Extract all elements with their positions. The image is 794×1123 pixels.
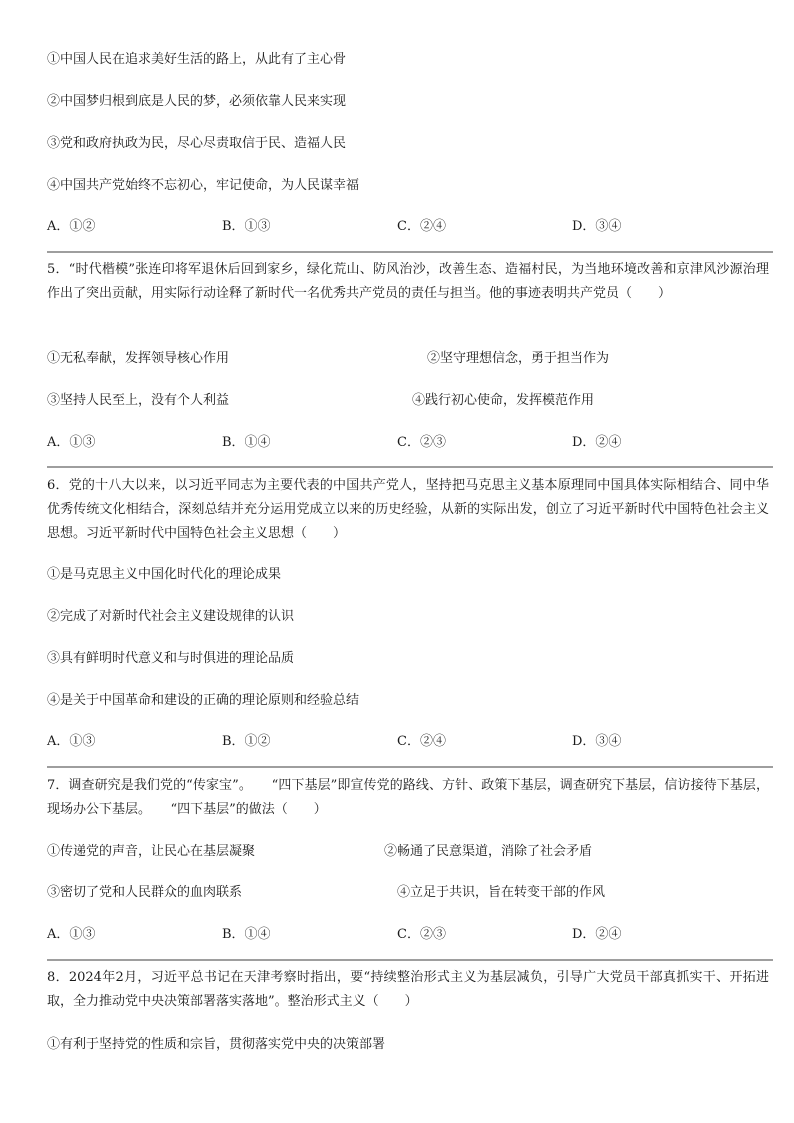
q7-statement-4: ④立足于共识，旨在转变干部的作风 bbox=[397, 885, 606, 900]
q4-option-b[interactable]: B．①③ bbox=[222, 219, 271, 234]
q4-statement-3: ③党和政府执政为民，尽心尽责取信于民、造福人民 bbox=[47, 136, 347, 151]
q6-statement-4: ④是关于中国革命和建设的正确的理论原则和经验总结 bbox=[47, 693, 360, 708]
q7-option-b[interactable]: B．①④ bbox=[222, 927, 271, 942]
q5-statement-4: ④践行初心使命，发挥模范作用 bbox=[412, 393, 595, 408]
q5-option-b[interactable]: B．①④ bbox=[222, 435, 271, 450]
q5-option-c[interactable]: C．②③ bbox=[397, 435, 446, 450]
question-divider bbox=[47, 466, 773, 468]
q7-statement-3: ③密切了党和人民群众的血肉联系 bbox=[47, 885, 243, 900]
q6-statement-2: ②完成了对新时代社会主义建设规律的认识 bbox=[47, 609, 295, 624]
q7-statement-1: ①传递党的声音，让民心在基层凝聚 bbox=[47, 844, 256, 859]
q4-option-a[interactable]: A．①② bbox=[47, 219, 96, 234]
q5-option-a[interactable]: A．①③ bbox=[47, 435, 96, 450]
q7-option-d[interactable]: D．②④ bbox=[572, 927, 622, 942]
q6-stem: 6．党的十八大以来，以习近平同志为主要代表的中国共产党人，坚持把马克思主义基本原理同中国具体实际相结合、同中华优秀传统文化相结合，深刻总结并充分运用党成立以来的历史经验，从新的实际出发，创立了习近平新时代中国特色社会主义思想。习近平新时代中国特色社会主义思想（ ） bbox=[47, 478, 769, 541]
q7-option-a[interactable]: A．①③ bbox=[47, 927, 96, 942]
q4-option-d[interactable]: D．③④ bbox=[572, 219, 622, 234]
q4-statement-2: ②中国梦归根到底是人民的梦，必须依靠人民来实现 bbox=[47, 94, 347, 109]
q7-stem: 7．调查研究是我们党的“传家宝”。 “四下基层”即宣传党的路线、方针、政策下基层，调查研究下基层，信访接待下基层，现场办公下基层。 “四下基层”的做法（ ） bbox=[47, 778, 769, 817]
q8-stem: 8．2024年2月，习近平总书记在天津考察时指出，要“持续整治形式主义为基层减负，引导广大党员干部真抓实干、开拓进取，全力推动党中央决策部署落实落地”。整治形式主义（ ） bbox=[47, 970, 769, 1009]
q6-option-d[interactable]: D．③④ bbox=[572, 734, 622, 749]
q5-stem: 5．“时代楷模”张连印将军退休后回到家乡，绿化荒山、防风治沙，改善生态、造福村民，为当地环境改善和京津风沙源治理作出了突出贡献，用实际行动诠释了新时代一名优秀共产党员的责任与担当。他的事迹表明共产党员（ ） bbox=[47, 262, 769, 301]
q7-statement-2: ②畅通了民意渠道，消除了社会矛盾 bbox=[384, 844, 593, 859]
q5-statement-2: ②坚守理想信念，勇于担当作为 bbox=[427, 351, 610, 366]
q8-statement-1: ①有利于坚持党的性质和宗旨，贯彻落实党中央的决策部署 bbox=[47, 1037, 386, 1052]
q4-statement-1: ①中国人民在追求美好生活的路上，从此有了主心骨 bbox=[47, 52, 347, 67]
q4-statement-4: ④中国共产党始终不忘初心，牢记使命，为人民谋幸福 bbox=[47, 178, 360, 193]
q6-statement-1: ①是马克思主义中国化时代化的理论成果 bbox=[47, 567, 282, 582]
q6-option-b[interactable]: B．①② bbox=[222, 734, 271, 749]
q5-statement-3: ③坚持人民至上，没有个人利益 bbox=[47, 393, 230, 408]
q6-option-c[interactable]: C．②④ bbox=[397, 734, 446, 749]
q5-statement-1: ①无私奉献，发挥领导核心作用 bbox=[47, 351, 230, 366]
q4-option-c[interactable]: C．②④ bbox=[397, 219, 446, 234]
q7-option-c[interactable]: C．②③ bbox=[397, 927, 446, 942]
question-divider bbox=[47, 959, 773, 961]
question-divider bbox=[47, 251, 773, 253]
question-divider bbox=[47, 766, 773, 768]
q6-option-a[interactable]: A．①③ bbox=[47, 734, 96, 749]
q6-statement-3: ③具有鲜明时代意义和与时俱进的理论品质 bbox=[47, 651, 295, 666]
q5-option-d[interactable]: D．②④ bbox=[572, 435, 622, 450]
